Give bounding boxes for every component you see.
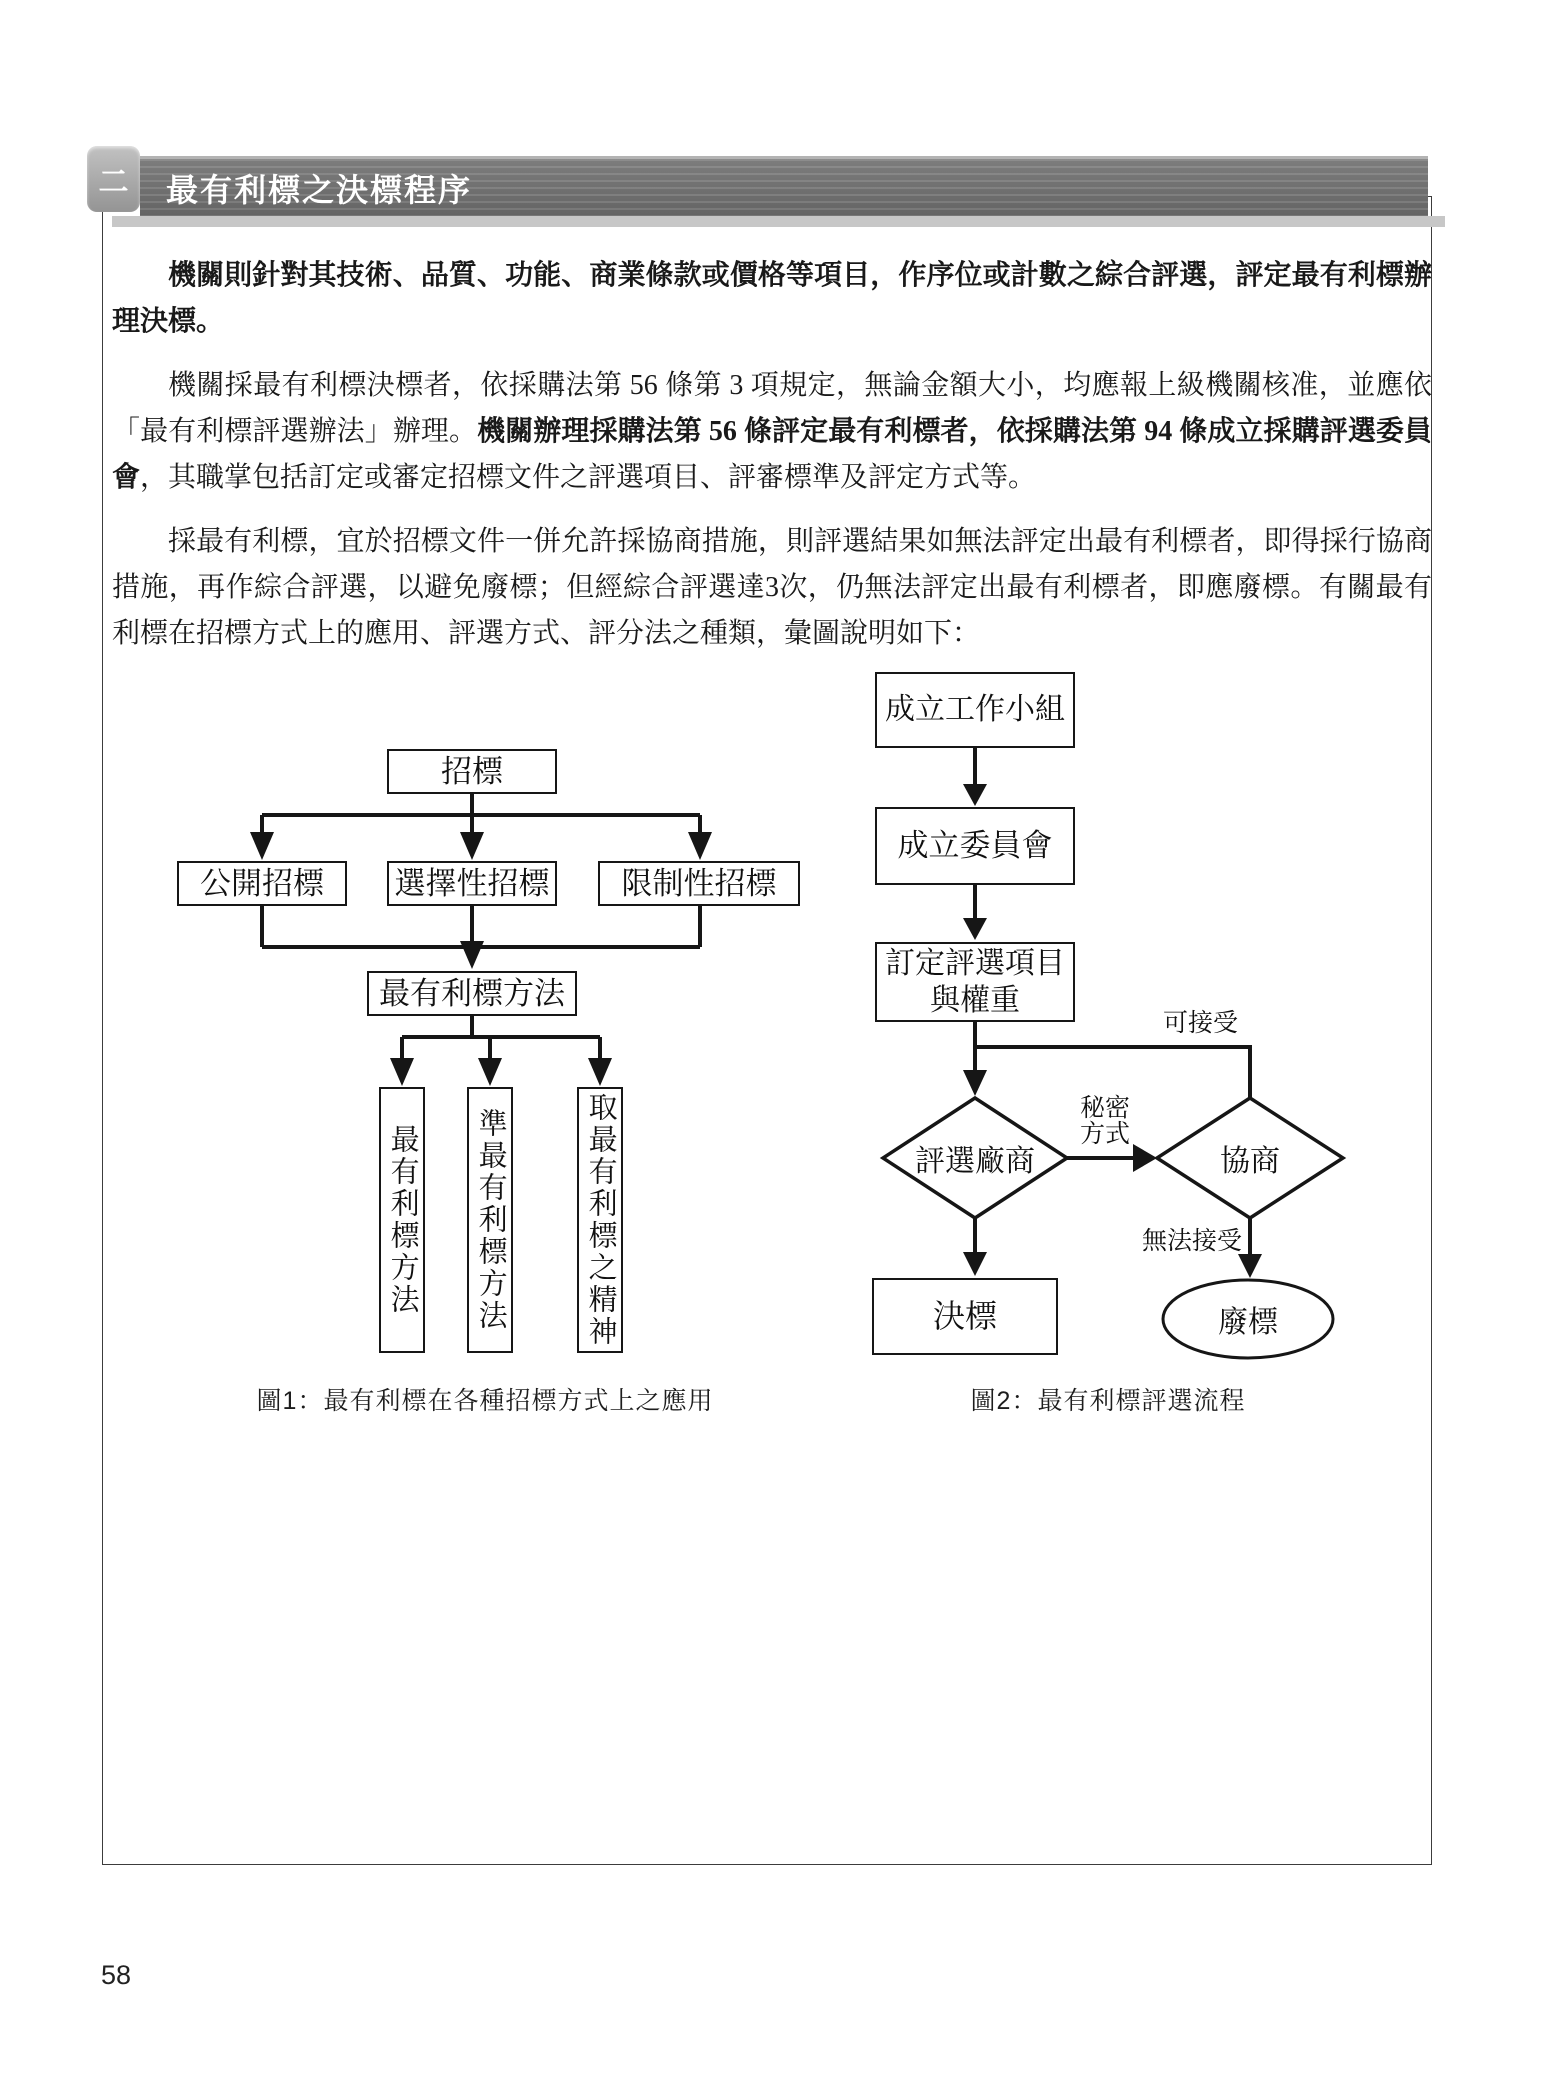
edge-label-unacceptable: 無法接受 bbox=[1142, 1228, 1243, 1255]
paragraph-2-normal-1: 機關採最有利標決標者，依採購法第 56 條第 3 項規定，無論金額大小，均應報上級機關核准，並應依「最有利標評選辦法」辦理。 bbox=[112, 370, 1432, 447]
flow-node-tender bbox=[387, 749, 557, 794]
section-title: 最有利標之決標程序 bbox=[166, 171, 473, 208]
flow-node-selective-tender-label: 選擇性招標 bbox=[394, 865, 550, 901]
flow-node-quasi-mat-method-column: 準最有利標方法 bbox=[467, 1087, 513, 1353]
edge-label-acceptable: 可接受 bbox=[1163, 1010, 1239, 1037]
flow-node-award bbox=[872, 1278, 1058, 1355]
section-number: 二 bbox=[98, 166, 129, 199]
edge-label-secret-line1: 秘密 bbox=[1080, 1095, 1131, 1122]
paragraph-3: 採最有利標，宜於招標文件一併允許採協商措施，則評選結果如無法評定出最有利標者，即得採行協商措施，再作綜合評選，以避免廢標；但經綜合評選達3次，仍無法評定出最有利標者，即應廢標。有關最有利標在招標方式上的應用、評選方式、評分法之種類，彙圖說明如下： bbox=[112, 526, 1432, 649]
figure2-caption: 圖2：最有利標評選流程 bbox=[970, 1387, 1246, 1415]
flow-node-mat-method-column: 最有利標方法 bbox=[379, 1087, 425, 1353]
flow-node-negotiate-label: 協商 bbox=[1220, 1145, 1280, 1178]
flow-node-restricted-tender-label: 限制性招標 bbox=[621, 865, 777, 901]
flow-node-workgroup bbox=[875, 672, 1075, 748]
flow-node-criteria bbox=[875, 942, 1075, 1022]
flow-node-workgroup-label: 成立工作小組 bbox=[885, 692, 1065, 726]
flow-node-open-tender-label: 公開招標 bbox=[200, 865, 324, 901]
flow-node-restricted-tender bbox=[598, 861, 800, 906]
figure1-caption: 圖1：最有利標在各種招標方式上之應用 bbox=[256, 1387, 714, 1415]
flow-node-mat-spirit-column: 取最有利標之精神 bbox=[577, 1087, 623, 1353]
flow-node-open-tender bbox=[177, 861, 347, 906]
flow-node-criteria-line2: 與權重 bbox=[930, 984, 1020, 1017]
paragraph-2-normal-2: ，其職掌包括訂定或審定招標文件之評選項目、評審標準及評定方式等。 bbox=[140, 462, 1037, 493]
flow-node-evaluate-label: 評選廠商 bbox=[915, 1145, 1035, 1178]
flow-node-award-label: 決標 bbox=[932, 1298, 997, 1335]
flow-node-criteria-line1: 訂定評選項目 bbox=[885, 947, 1065, 980]
flow-node-committee-label: 成立委員會 bbox=[897, 828, 1053, 864]
edge-label-secret-line2: 方式 bbox=[1080, 1121, 1131, 1148]
flow-node-tender-label: 招標 bbox=[441, 753, 503, 789]
paragraph-1: 機關則針對其技術、品質、功能、商業條款或價格等項目，作序位或計數之綜合評選，評定最有利標辦理決標。 bbox=[112, 260, 1432, 337]
page-number: 58 bbox=[101, 1960, 132, 1990]
flow-node-mat-method bbox=[367, 971, 577, 1016]
flow-node-cancel-label: 廢標 bbox=[1218, 1306, 1278, 1339]
figure1-lines bbox=[262, 790, 700, 1058]
paragraph-2-bold: 機關辦理採購法第 56 條評定最有利標者，依採購法第 94 條成立採購評選委員會 bbox=[112, 416, 1432, 493]
flow-node-selective-tender bbox=[387, 861, 557, 906]
edge-label-secret-method bbox=[1080, 1096, 1190, 1148]
flow-node-mat-method-label: 最有利標方法 bbox=[379, 975, 565, 1011]
flow-node-committee bbox=[875, 807, 1075, 885]
